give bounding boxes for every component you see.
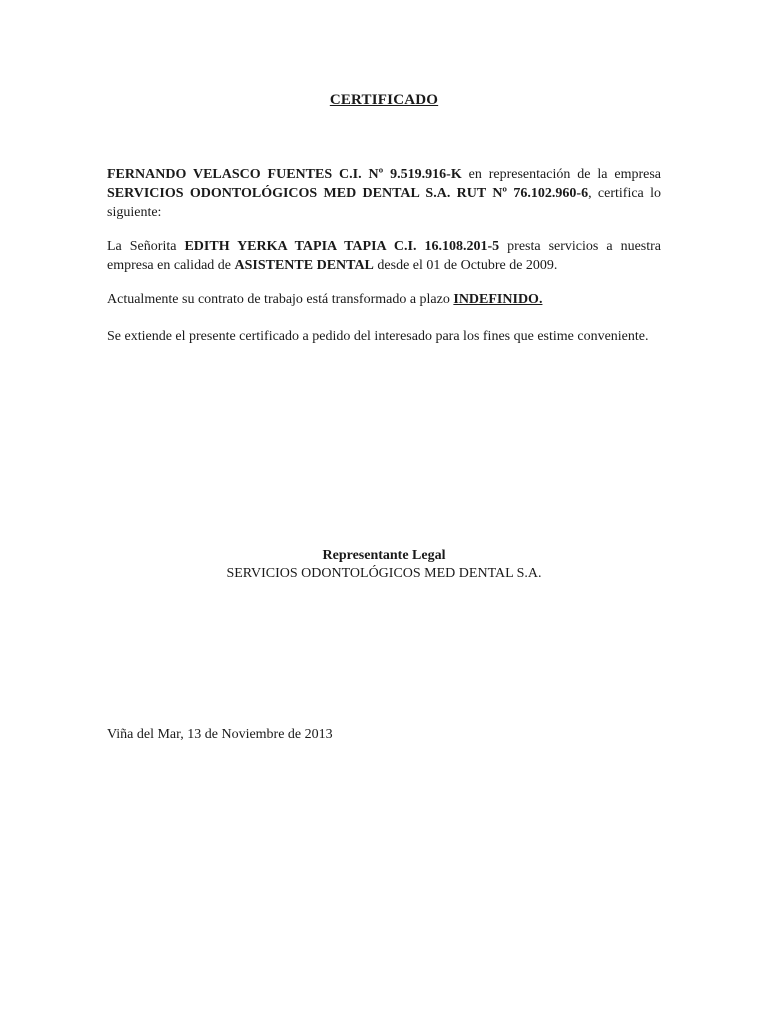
employee-position: ASISTENTE DENTAL xyxy=(234,258,374,273)
paragraph-text: presta servicios a nuestra empresa en calidad de xyxy=(107,239,662,273)
employee-ci-label: C.I. xyxy=(385,239,425,254)
rut-label: RUT Nº xyxy=(450,186,514,201)
signature-company: SERVICIOS ODONTOLÓGICOS MED DENTAL S.A. xyxy=(226,566,542,581)
signer-ci: 9.519.916-K xyxy=(390,167,462,182)
place-and-date: Viña del Mar, 13 de Noviembre de 2013 xyxy=(107,727,333,742)
company-name: SERVICIOS ODONTOLÓGICOS MED DENTAL S.A. xyxy=(107,186,451,201)
paragraph-text: desde el 01 de Octubre de 2009. xyxy=(373,258,558,273)
paragraph-employee xyxy=(107,237,661,275)
employee-ci: 16.108.201-5 xyxy=(424,239,500,254)
paragraph-closing: Se extiende el presente certificado a pedido del interesado para los fines que estime conveniente. xyxy=(107,329,649,344)
signer-name: FERNANDO VELASCO FUENTES xyxy=(107,167,333,182)
contract-type: INDEFINIDO. xyxy=(453,292,543,307)
company-rut: 76.102.960-6 xyxy=(513,186,589,201)
paragraph-text: en representación de la empresa xyxy=(461,167,662,182)
paragraph-certifier xyxy=(107,165,661,222)
document-title: CERTIFICADO xyxy=(329,92,439,108)
signer-ci-label: C.I. Nº xyxy=(339,167,384,182)
paragraph-text: La Señorita xyxy=(107,239,185,254)
signature-role: Representante Legal xyxy=(322,548,446,563)
employee-name: EDITH YERKA TAPIA TAPIA xyxy=(184,239,386,254)
paragraph-text: Actualmente su contrato de trabajo está transformado a plazo xyxy=(107,292,454,307)
paragraph-contract xyxy=(107,290,661,309)
paragraph-text: , certifica lo siguiente: xyxy=(107,186,662,220)
